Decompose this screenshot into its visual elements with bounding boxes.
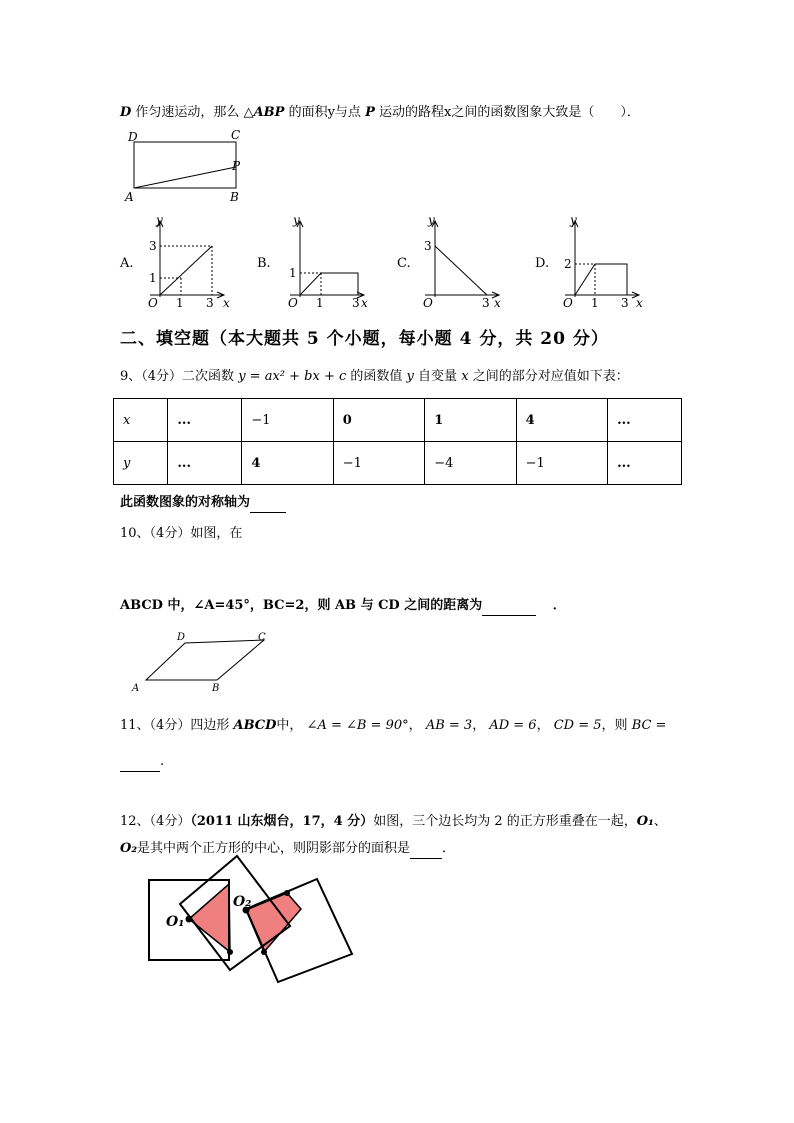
q10-text1: 如图，在: [190, 526, 243, 541]
label-o1: O₁: [166, 914, 185, 930]
q9-stem: [120, 368, 629, 386]
option-d-graph: [560, 212, 655, 307]
q12-end: ．: [442, 841, 456, 856]
q9-text-a: 二次函数: [182, 369, 235, 384]
origin-label: O: [563, 296, 573, 307]
value-table: [113, 398, 682, 485]
q11-cond4: CD = 5: [553, 718, 602, 733]
shaded-region-2: [246, 893, 301, 952]
table-cell: ...: [168, 442, 242, 485]
option-b-label: B.: [257, 256, 271, 271]
q11-stem: 11、（4分）四边形 ABCD中， ∠A = ∠B = 90°， AB = 3， AD = 6， CD = 5，则 BC =: [120, 718, 667, 733]
q12-o1: O₁: [636, 814, 654, 829]
q11-text-c: ，则: [601, 718, 628, 733]
q10-stem-line1: [120, 525, 242, 543]
q9-number: 9、（4分）: [120, 369, 183, 384]
q12-number: 12、（4分）: [120, 814, 191, 829]
parallelogram-abcd: [146, 640, 264, 680]
label-c: C: [231, 128, 241, 142]
axis-y-label: y: [293, 213, 300, 227]
q11-cond1: ∠A = ∠B = 90°: [306, 718, 409, 733]
q10-end: ．: [552, 598, 566, 613]
tick-y-3: 3: [149, 239, 157, 253]
option-d-label: D.: [535, 256, 550, 271]
graph-line: [575, 264, 627, 295]
table-cell: −4: [425, 442, 516, 485]
tick-x-1: 1: [591, 296, 599, 307]
q9-text-c: 自变量: [418, 369, 458, 384]
answer-blank: [482, 597, 536, 616]
origin-label: O: [423, 296, 433, 307]
answer-blank: [410, 840, 442, 859]
tick-x-3: 3: [352, 296, 360, 307]
origin-label: O: [148, 296, 158, 307]
q10-parallelogram-figure: [128, 628, 278, 698]
q10-stem-line2: [120, 597, 566, 616]
axis-y-label: y: [428, 213, 435, 227]
tick-y-2: 2: [564, 257, 572, 271]
q8-rectangle-figure: [118, 126, 258, 206]
table-cell: −1: [242, 399, 333, 442]
table-cell: ...: [168, 399, 242, 442]
axis-x-label: x: [223, 296, 230, 307]
label-b: B: [230, 190, 239, 204]
table-cell: 0: [333, 399, 424, 442]
table-cell: −1: [516, 442, 607, 485]
graph-line: [435, 246, 487, 295]
q12-squares-figure: [140, 850, 360, 990]
label-d: D: [177, 632, 186, 643]
q10-number: 10、（4分）: [120, 526, 191, 541]
axis-x-label: x: [494, 296, 501, 307]
table-cell: ...: [608, 442, 682, 485]
center-o1-dot: [186, 916, 193, 923]
table-cell: ...: [608, 399, 682, 442]
origin-label: O: [288, 296, 298, 307]
q12-sep: 、: [653, 814, 667, 829]
q9-tail: [120, 494, 286, 513]
table-cell: y: [114, 442, 168, 485]
label-o2: O₂: [233, 894, 252, 910]
tick-x-3: 3: [482, 296, 490, 307]
tick-y-3: 3: [424, 239, 432, 253]
q8-text-b: 作匀速运动，那么: [135, 105, 240, 120]
tick-y-1: 1: [149, 271, 157, 285]
label-d: D: [128, 130, 138, 144]
table-cell: 4: [242, 442, 333, 485]
q12-stem-line1: [120, 813, 667, 831]
option-b-graph: [285, 212, 380, 307]
q9-formula: y = ax² + bx + c: [238, 369, 347, 384]
tick-x-1: 1: [316, 296, 324, 307]
graph-line: [300, 273, 358, 295]
q12-text2: 是其中两个正方形的中心，则阴影部分的面积是: [137, 841, 411, 856]
q12-o2: O₂: [120, 841, 138, 856]
axis-y-label: y: [570, 213, 577, 227]
table-row-x: [114, 399, 682, 442]
tick-x-3: 3: [621, 296, 629, 307]
answer-blank: [250, 494, 286, 513]
q11-cond3: AD = 6: [489, 718, 537, 733]
q11-text-b: 中，: [276, 718, 303, 733]
tick-x-3: 3: [206, 296, 214, 307]
q9-tail-text: 此函数图象的对称轴为: [120, 495, 251, 510]
q9-text-b: 的函数值: [350, 369, 403, 384]
q9-var-y: y: [406, 369, 414, 384]
option-c-graph: [420, 212, 515, 307]
table-cell: −1: [333, 442, 424, 485]
axis-x-label: x: [361, 296, 368, 307]
q11-abcd: ABCD: [233, 718, 277, 733]
table-cell: 1: [425, 399, 516, 442]
tick-x-1: 1: [176, 296, 184, 307]
vertex-dot: [227, 949, 233, 955]
graph-line: [160, 246, 212, 295]
q8-triangle: △ABP: [243, 105, 285, 120]
option-a-label: A.: [120, 256, 134, 271]
label-a: A: [132, 683, 140, 694]
q9-text-d: 之间的部分对应值如下表：: [472, 369, 629, 384]
q12-text1: 如图，三个边长均为 2 的正方形重叠在一起，: [373, 814, 637, 829]
q8-text-f: 运动的路程x之间的函数图象大致是（ ）．: [379, 105, 640, 120]
vertex-dot: [261, 949, 267, 955]
label-c: C: [258, 632, 266, 643]
q11-text-a: 四边形: [190, 718, 230, 733]
q8-point-d: D: [120, 105, 132, 120]
segment-ap: [134, 167, 236, 188]
q8-text-d: 的面积y与点: [288, 105, 361, 120]
answer-blank: [120, 753, 160, 772]
table-cell: 4: [516, 399, 607, 442]
section-title: 二、填空题（本大题共 5 个小题，每小题 4 分，共 20 分）: [120, 329, 609, 349]
rectangle-abcd: [134, 142, 236, 188]
label-b: B: [212, 683, 220, 694]
q8-stem: [120, 104, 640, 122]
q11-ask: BC =: [631, 718, 667, 733]
label-p: P: [232, 159, 241, 173]
q9-var-x: x: [461, 369, 469, 384]
table-row-y: [114, 442, 682, 485]
option-a-graph: [145, 212, 240, 307]
q11-cond2: AB = 3: [425, 718, 473, 733]
option-c-label: C.: [397, 256, 411, 271]
q11-number: 11、（4分）: [120, 718, 191, 733]
axis-x-label: x: [636, 296, 643, 307]
vertex-dot: [284, 890, 290, 896]
q11-answer-line: [120, 753, 164, 772]
q10-text2: ABCD 中，∠A=45°，BC=2，则 AB 与 CD 之间的距离为: [120, 598, 483, 613]
label-a: A: [125, 190, 134, 204]
q12-source: （2011 山东烟台，17，4 分）: [190, 814, 374, 829]
q8-point-p: P: [365, 105, 375, 120]
table-cell: x: [114, 399, 168, 442]
tick-y-1: 1: [289, 266, 297, 280]
q11-end: .: [160, 754, 165, 769]
axis-y-label: y: [156, 213, 163, 227]
